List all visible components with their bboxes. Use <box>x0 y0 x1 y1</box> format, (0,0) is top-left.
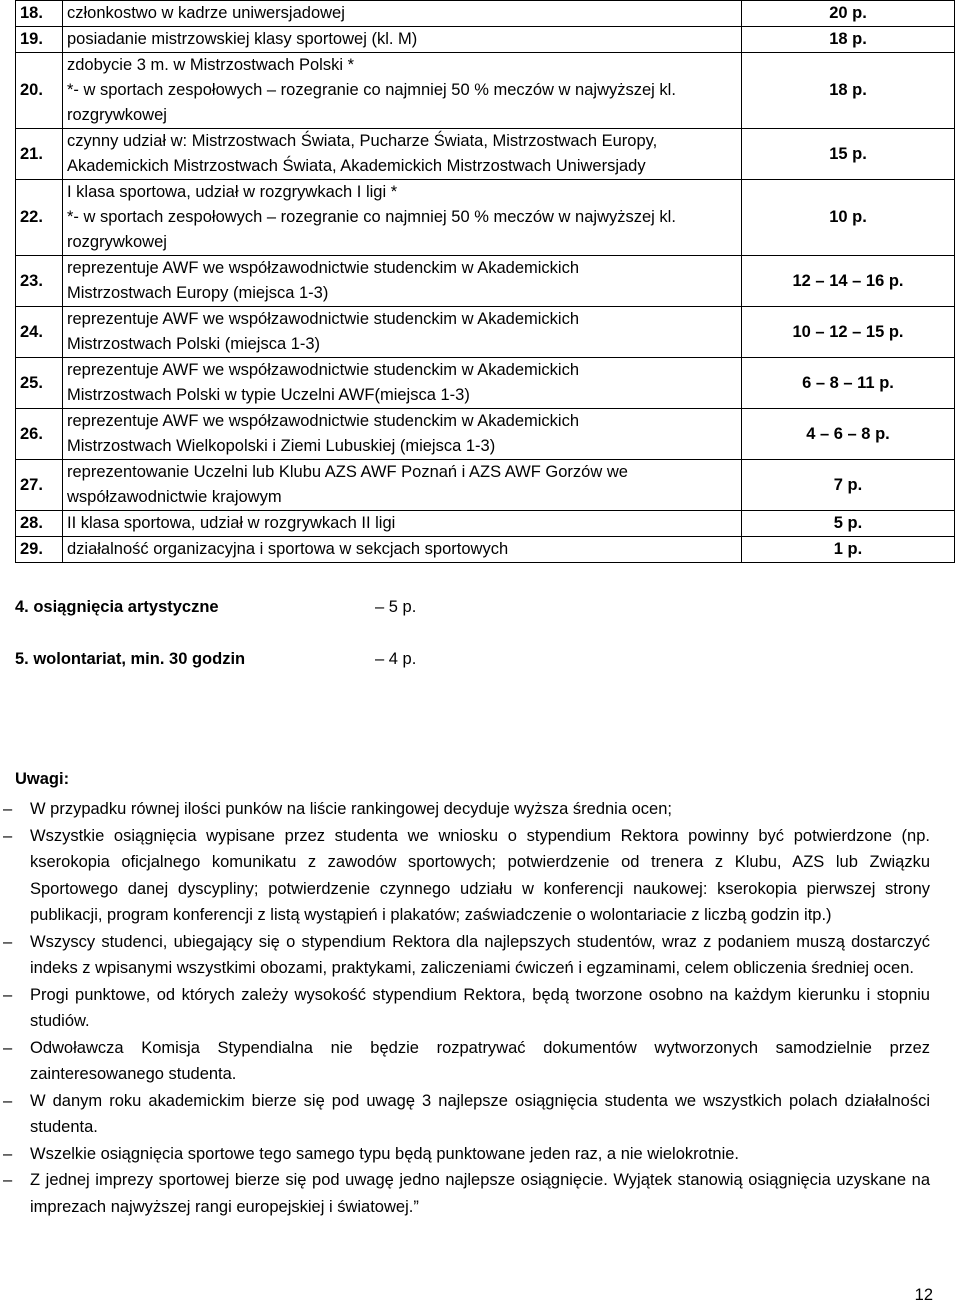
notes-title: Uwagi: <box>15 770 70 788</box>
note-item <box>0 823 930 929</box>
table-row <box>16 409 955 460</box>
description-line: reprezentuje AWF we współzawodnictwie studenckim w Akademickich <box>67 361 580 379</box>
description-line: rozgrywkowej <box>67 233 167 251</box>
section-label: 4. osiągnięcia artystyczne <box>15 598 219 616</box>
row-description <box>63 511 742 537</box>
description-line: reprezentowanie Uczelni lub Klubu AZS AWF Poznań i AZS AWF Gorzów we <box>67 463 628 481</box>
table-row <box>16 129 955 180</box>
row-description <box>63 307 742 358</box>
description-line: *- w sportach zespołowych – rozegranie co najmniej 50 % meczów w najwyższej kl. <box>67 208 676 226</box>
row-description <box>63 53 742 129</box>
note-text: Wszystkie osiągnięcia wypisane przez studenta we wniosku o stypendium Rektora powinny być potwierdzone (np. kserokopia oficjalnego komunikatu z zawodów sportowych; potwierdzenie od trenera z Klubu, AZS lub Związku Sportowego danej dyscypliny; potwierdzenie czynnego udziału w konferencji naukowej: kserokopia pierwszej strony publikacji, program konferencji z listą wystąpień i plakatów; zaświadczenie o wolontariacie z liczbą godzin itp.) <box>30 826 930 924</box>
row-description <box>63 460 742 511</box>
row-description <box>63 256 742 307</box>
page-number: 12 <box>914 1286 933 1304</box>
note-item <box>0 1088 930 1141</box>
row-points: 10 p. <box>742 180 955 256</box>
row-points: 5 p. <box>742 511 955 537</box>
note-item <box>0 1035 930 1088</box>
note-item <box>0 1167 930 1220</box>
row-points: 10 – 12 – 15 p. <box>742 307 955 358</box>
note-text: W danym roku akademickim bierze się pod uwagę 3 najlepsze osiągnięcia studenta we wszystkich polach działalności studenta. <box>30 1091 930 1136</box>
section-value: – 4 p. <box>375 650 417 668</box>
description-line: członkostwo w kadrze uniwersjadowej <box>67 4 345 22</box>
section-volunteering <box>15 650 416 669</box>
note-item <box>0 1141 930 1168</box>
description-line: współzawodnictwie krajowym <box>67 488 282 506</box>
row-number: 21. <box>16 129 63 180</box>
table-row <box>16 358 955 409</box>
description-line: rozgrywkowej <box>67 106 167 124</box>
row-number: 18. <box>16 1 63 27</box>
description-line: reprezentuje AWF we współzawodnictwie studenckim w Akademickich <box>67 412 580 430</box>
row-points: 18 p. <box>742 27 955 53</box>
row-points: 6 – 8 – 11 p. <box>742 358 955 409</box>
description-line: II klasa sportowa, udział w rozgrywkach II ligi <box>67 514 396 532</box>
description-line: posiadanie mistrzowskiej klasy sportowej (kl. M) <box>67 30 418 48</box>
row-number: 19. <box>16 27 63 53</box>
dash-bullet-icon: – <box>3 800 13 818</box>
row-number: 22. <box>16 180 63 256</box>
description-line: reprezentuje AWF we współzawodnictwie studenckim w Akademickich <box>67 259 580 277</box>
row-number: 24. <box>16 307 63 358</box>
row-number: 27. <box>16 460 63 511</box>
row-description <box>63 409 742 460</box>
note-text: Wszelkie osiągnięcia sportowe tego samego typu będą punktowane jeden raz, a nie wielokrotnie. <box>30 1144 740 1163</box>
table-row <box>16 53 955 129</box>
note-text: W przypadku równej ilości punków na liście rankingowej decyduje wyższa średnia ocen; <box>30 800 672 818</box>
description-line: I klasa sportowa, udział w rozgrywkach I ligi * <box>67 183 398 201</box>
note-text: Odwoławcza Komisja Stypendialna nie będzie rozpatrywać dokumentów wytworzonych samodzielnie przez zainteresowanego studenta. <box>30 1038 930 1083</box>
note-item <box>0 929 930 982</box>
table-row <box>16 460 955 511</box>
description-line: reprezentuje AWF we współzawodnictwie studenckim w Akademickich <box>67 310 580 328</box>
section-label: 5. wolontariat, min. 30 godzin <box>15 650 246 668</box>
row-description <box>63 180 742 256</box>
note-text: Wszyscy studenci, ubiegający się o stypendium Rektora dla najlepszych studentów, wraz z podaniem muszą dostarczyć indeks z wpisanymi wszystkimi obozami, praktykami, zaliczeniami ćwiczeń i egzaminami, celem obliczenia średniej ocen. <box>30 932 930 977</box>
row-number: 25. <box>16 358 63 409</box>
row-number: 23. <box>16 256 63 307</box>
dash-bullet-icon: – <box>3 1091 13 1110</box>
table-row <box>16 511 955 537</box>
description-line: *- w sportach zespołowych – rozegranie co najmniej 50 % meczów w najwyższej kl. <box>67 81 676 99</box>
table-row <box>16 180 955 256</box>
dash-bullet-icon: – <box>3 1038 13 1057</box>
table-row <box>16 256 955 307</box>
dash-bullet-icon: – <box>3 985 13 1004</box>
row-points: 12 – 14 – 16 p. <box>742 256 955 307</box>
row-description <box>63 1 742 27</box>
row-points: 4 – 6 – 8 p. <box>742 409 955 460</box>
dash-bullet-icon: – <box>3 932 13 951</box>
section-value: – 5 p. <box>375 598 417 616</box>
row-points: 15 p. <box>742 129 955 180</box>
table-row <box>16 307 955 358</box>
row-points: 20 p. <box>742 1 955 27</box>
table-row <box>16 537 955 563</box>
dash-bullet-icon: – <box>3 826 13 845</box>
description-line: Mistrzostwach Wielkopolski i Ziemi Lubuskiej (miejsca 1-3) <box>67 437 496 455</box>
row-points: 1 p. <box>742 537 955 563</box>
note-item <box>0 982 930 1035</box>
row-description <box>63 537 742 563</box>
row-number: 26. <box>16 409 63 460</box>
row-number: 20. <box>16 53 63 129</box>
note-item <box>0 796 930 823</box>
description-line: czynny udział w: Mistrzostwach Świata, Pucharze Świata, Mistrzostwach Europy, <box>67 132 658 150</box>
dash-bullet-icon: – <box>3 1144 13 1163</box>
row-number: 29. <box>16 537 63 563</box>
row-number: 28. <box>16 511 63 537</box>
row-description <box>63 358 742 409</box>
note-text: Progi punktowe, od których zależy wysokość stypendium Rektora, będą tworzone osobno na każdym kierunku i stopniu studiów. <box>30 985 930 1030</box>
scoring-table <box>15 0 955 563</box>
description-line: Mistrzostwach Europy (miejsca 1-3) <box>67 284 329 302</box>
row-points: 18 p. <box>742 53 955 129</box>
description-line: Mistrzostwach Polski (miejsca 1-3) <box>67 335 321 353</box>
description-line: Mistrzostwach Polski w typie Uczelni AWF(miejsca 1-3) <box>67 386 470 404</box>
section-artistic <box>15 598 416 617</box>
table-row <box>16 27 955 53</box>
description-line: Akademickich Mistrzostwach Świata, Akademickich Mistrzostwach Uniwersjady <box>67 157 646 175</box>
note-text: Z jednej imprezy sportowej bierze się pod uwagę jedno najlepsze osiągnięcie. Wyjątek stanowią osiągnięcia uzyskane na imprezach najwyższej rangi europejskiej i światowej.” <box>30 1171 930 1216</box>
row-description <box>63 129 742 180</box>
description-line: działalność organizacyjna i sportowa w sekcjach sportowych <box>67 540 509 558</box>
notes-list <box>0 796 930 1220</box>
table-row <box>16 1 955 27</box>
dash-bullet-icon: – <box>3 1171 13 1189</box>
row-points: 7 p. <box>742 460 955 511</box>
row-description <box>63 27 742 53</box>
description-line: zdobycie 3 m. w Mistrzostwach Polski * <box>67 56 355 74</box>
